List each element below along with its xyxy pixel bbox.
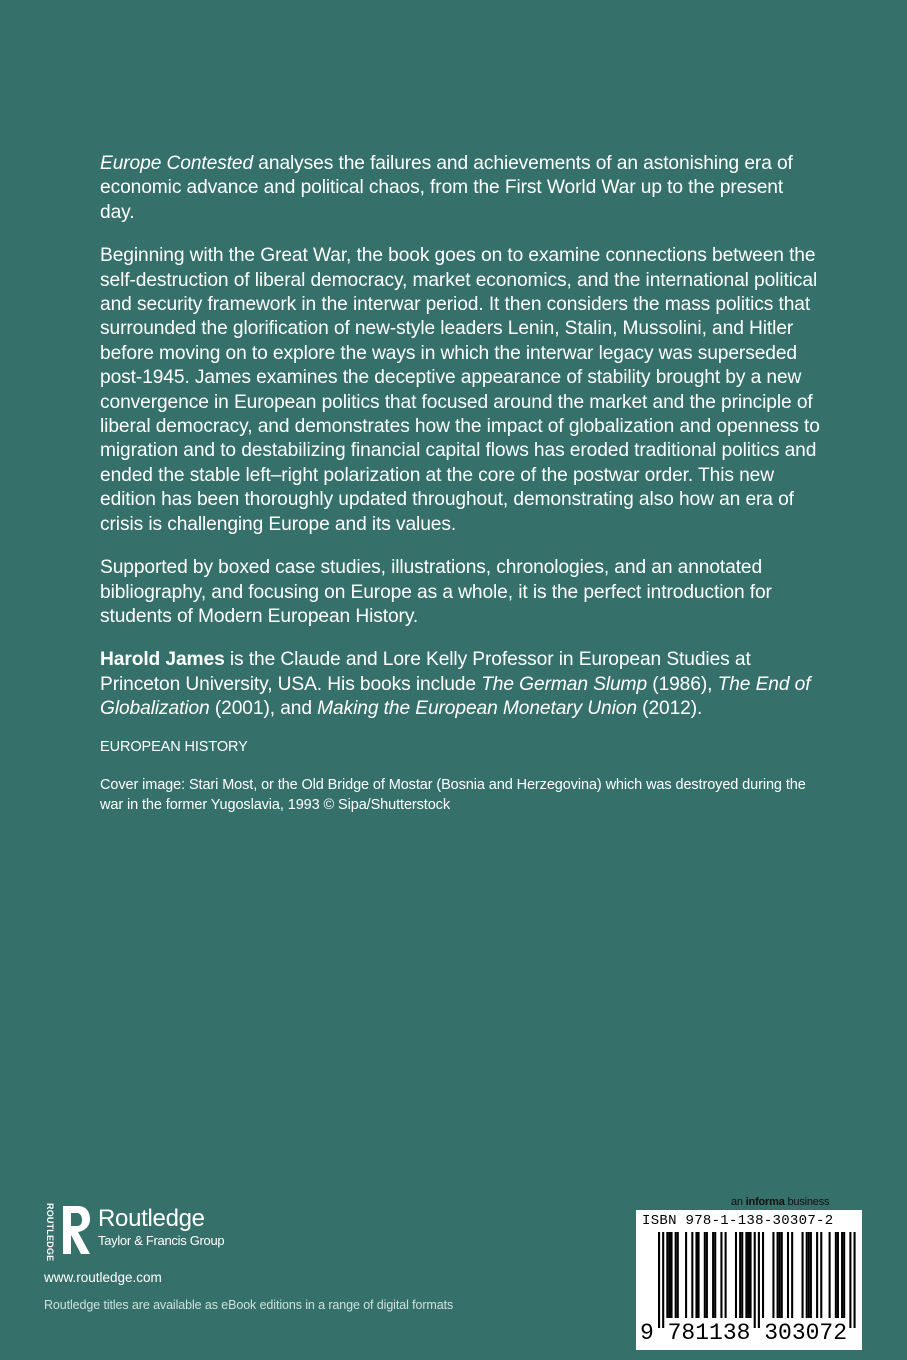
publisher-url: www.routledge.com [44, 1270, 162, 1285]
barcode-bar [706, 1232, 708, 1318]
author-name: Harold James [100, 649, 225, 671]
barcode-bar [739, 1232, 741, 1318]
book-title: Europe Contested [100, 153, 254, 174]
publisher-name-block [98, 1204, 224, 1249]
cover-image-caption: Cover image: Stari Most, or the Old Bridge of Mostar (Bosnia and Herzegovina) which was destroyed during the war in the former Yugoslavia, 1993 © Sipa/Shutterstock [100, 776, 806, 813]
barcode-bar [714, 1232, 716, 1318]
barcode-bar [787, 1232, 789, 1318]
barcode-bar [735, 1232, 737, 1318]
barcode-bar [747, 1232, 749, 1318]
barcode-bar [849, 1232, 851, 1328]
barcode-bar [725, 1232, 727, 1318]
barcode-bar [791, 1232, 793, 1318]
publisher-group: Taylor & Francis Group [98, 1233, 225, 1248]
blurb-paragraph-3: Supported by boxed case studies, illustrations, chronologies, and an annotated bibliography, and focusing on Europe as a whole, it is the perfect introduction for students of Modern European History. [100, 557, 772, 627]
routledge-vertical-wordmark: ROUTLEDGE [45, 1203, 55, 1262]
back-cover-copy [100, 152, 820, 834]
book-german-slump: The German Slump [481, 673, 648, 695]
barcode-bar [779, 1232, 781, 1318]
barcode-bar [677, 1232, 679, 1318]
ean-digits: 9 781138 303072 [640, 1320, 848, 1346]
book-monetary-union: Making the European Monetary Union [317, 698, 637, 720]
publisher-logo [44, 1203, 225, 1262]
blurb-paragraph-2: Beginning with the Great War, the book goes on to examine connections between the self-destruction of liberal democracy, market economics, and the international political and security framework in the interwar period. It then considers the mass politics that surrounded the glorification of new-style leaders Lenin, Stalin, Mussolini, and Hitler before moving on to explore the ways in which the interwar legacy was superseded post-1945. James examines the deceptive appearance of stability brought by a new convergence in European politics that focused around the market and the principle of liberal democracy, and demonstrates how the impact of globalization and openness to migration and to destabilizing financial capital flows has eroded traditional politics and ended the stable left–right polarization at the core of the postwar order. This new edition has been thoroughly updated throughout, demonstrating also how an era of crisis is challenging Europe and its values. [100, 245, 820, 535]
barcode-bar [816, 1232, 818, 1318]
barcode-bar [781, 1232, 783, 1318]
barcode-bar [691, 1232, 693, 1318]
barcode-bar [820, 1232, 822, 1318]
barcode-bar [754, 1232, 756, 1328]
routledge-r-icon [60, 1204, 92, 1256]
publisher-block [44, 1204, 224, 1285]
barcode-bar [668, 1232, 670, 1318]
barcode-bar [835, 1232, 837, 1318]
barcode-bar [758, 1232, 760, 1328]
barcode-bar [704, 1232, 706, 1318]
publisher-name: Routledge [98, 1205, 205, 1232]
ebook-availability-note: Routledge titles are available as eBook editions in a range of digital formats [44, 1298, 454, 1312]
blurb-paragraph-1: Europe Contested analyses the failures and achievements of an astonishing era of economic advance and political chaos, from the First World War up to the present day. [100, 153, 793, 223]
barcode-bar [843, 1232, 845, 1318]
barcode-bar [777, 1232, 779, 1318]
author-bio: Harold James is the Claude and Lore Kelly Professor in European Studies at Princeton University, USA. His books include The German Slump (1986), The End of Globalization (2001), and Making the European Monetary Union (2012). [100, 649, 811, 720]
barcode-bar [670, 1232, 672, 1318]
barcode-bar [829, 1232, 831, 1318]
barcode-bar [712, 1232, 714, 1318]
barcode-bar [772, 1232, 774, 1318]
informa-business-tag: an informa business [731, 1196, 830, 1208]
barcode-bar [806, 1232, 808, 1318]
isbn-barcode [636, 1210, 862, 1350]
isbn-label: ISBN 978-1-138-30307-2 [642, 1213, 834, 1229]
barcode-bar [802, 1232, 804, 1318]
barcode-bar [854, 1232, 856, 1328]
barcode-bar [841, 1232, 843, 1318]
barcode-bar [810, 1232, 812, 1318]
barcode-bar [720, 1232, 722, 1318]
barcode-bar [695, 1232, 697, 1318]
subject-category: EUROPEAN HISTORY [100, 738, 248, 755]
barcode-bar [837, 1232, 839, 1318]
barcode-bar [658, 1232, 660, 1328]
barcode-bar [685, 1232, 687, 1318]
barcode-bar [662, 1232, 664, 1328]
barcode-bar [675, 1232, 677, 1318]
barcode-bar [762, 1232, 764, 1318]
barcode-bar [750, 1232, 752, 1318]
barcode-bar [741, 1232, 743, 1318]
barcode-bar [666, 1232, 668, 1318]
barcode-bar [808, 1232, 810, 1318]
barcode-bar [698, 1232, 700, 1318]
book-end-of-globalization: The End of Globalization [100, 673, 811, 720]
barcode-bar [745, 1232, 747, 1318]
